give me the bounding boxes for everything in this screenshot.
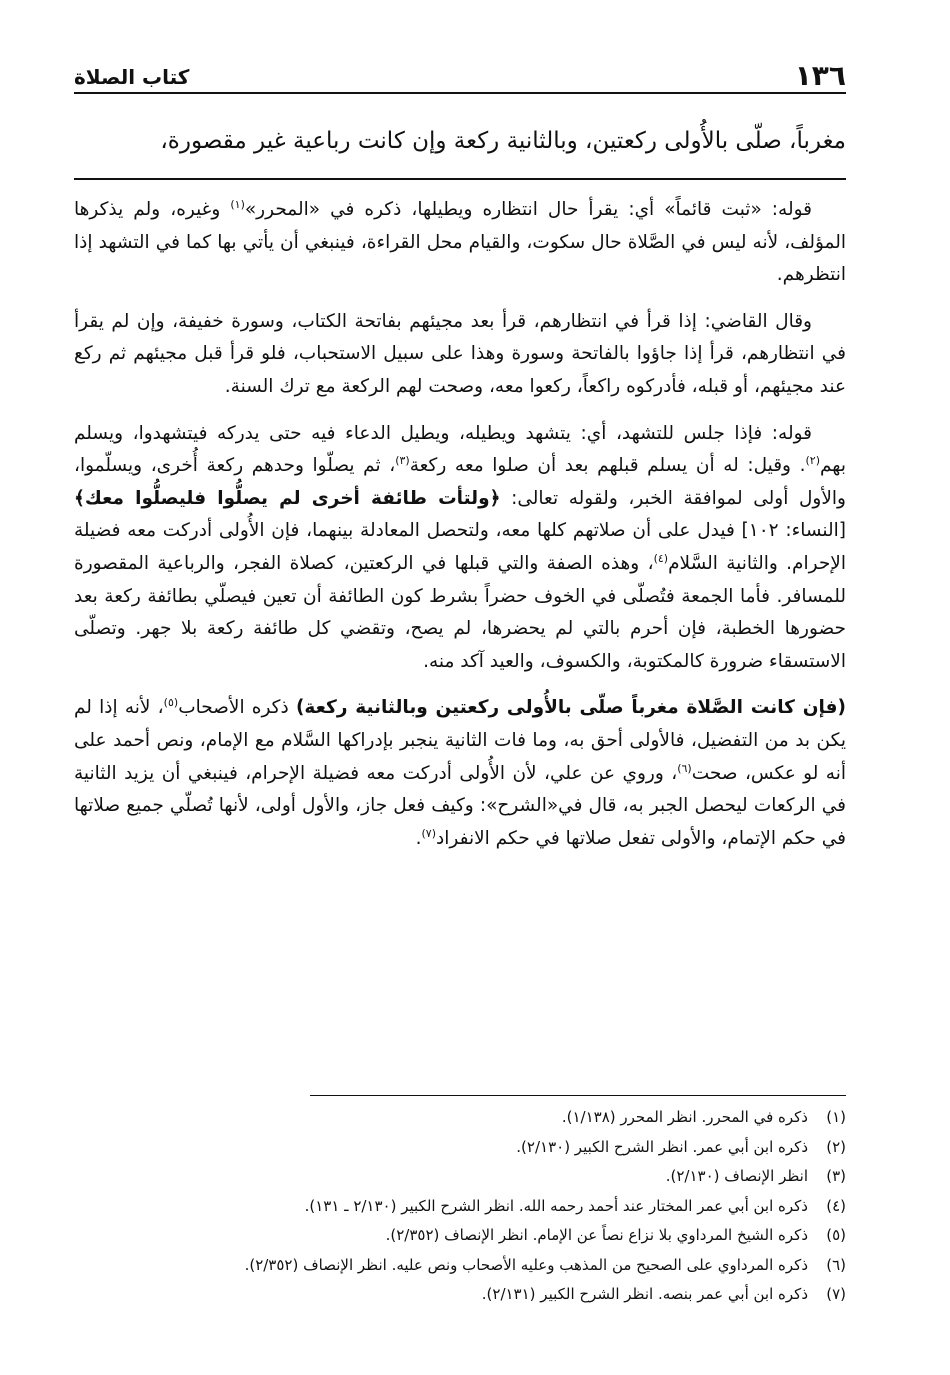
main-text: مغرباً، صلّى بالأُولى ركعتين، وبالثانية ركعة وإن كانت رباعية غير مقصورة، [160, 128, 846, 154]
footnote-ref-3[interactable]: (٣) [395, 454, 410, 467]
footnote: (١) ذكره في المحرر. انظر المحرر (١/١٣٨). [561, 1108, 846, 1126]
footnote: (٦) ذكره المرداوي على الصحيح من المذهب وعليه الأصحاب ونص عليه. انظر الإنصاف (٢/٣٥٢). [244, 1255, 846, 1274]
footnote: (٣) انظر الإنصاف (٢/١٣٠). [665, 1167, 846, 1185]
footnote-ref-4[interactable]: (٤) [653, 551, 669, 565]
footnote-ref-1[interactable]: (١) [230, 197, 245, 211]
footnote: (٤) ذكره ابن أبي عمر المختار عند أحمد رحمه الله. انظر الشرح الكبير (٢/١٣٠ ـ ١٣١). [304, 1196, 846, 1215]
footnote-ref-2[interactable]: (٢) [805, 454, 820, 467]
commentary-paragraph-4: (فإن كانت الصَّلاة مغرباً صلّى بالأُولى ركعتين وبالثانية ركعة) ذكره الأصحاب$^{(٥)}$، لأنه إذا لم يكن بد من التفضيل، فالأولى أحق به، وما فات الثانية ينجبر بإدراكها السَّلام مع الإمام، ونص أحمد على أنه لو عكس، صحت$^{(٦)}$، وروي عن علي، لأن الأُولى أدركت معه فضيلة الإحرام، فينبغي أن يزيد الثانية في الركعات ليحصل الجبر به، قال في«الشرح»: وكيف فعل جاز، والأول أولى، لأنها تُصلّي جميع صلاتها في حكم الإتمام، والأولى تفعل صلاتها في حكم الانفراد$^{(٧)}$. [74, 696, 847, 849]
footnote: (٧) ذكره ابن أبي عمر بنصه. انظر الشرح الكبير (٢/١٣١). [481, 1285, 846, 1303]
footnote-ref-6[interactable]: (٦) [677, 761, 692, 775]
running-header [74, 58, 846, 94]
commentary-paragraph-1: قوله: «ثبت قائماً» أي: يقرأ حال انتظاره ويطيلها، ذكره في «المحرر»$^{(١)}$ وغيره، ولم يذكرها المؤلف، لأنه ليس في الصَّلاة حال سكوت، والقيام محل القراءة، فينبغي أن يأتي بها كما في التشهد إذا انتظرهم. [74, 197, 846, 286]
main-text-divider [74, 178, 846, 180]
book-title: كتاب الصلاة [74, 65, 190, 89]
commentary-paragraph-2: وقال القاضي: إذا قرأ في انتظارهم، قرأ بعد مجيئهم بفاتحة الكتاب، وسورة خفيفة، وإن لم يقرأ في انتظارهم، قرأ إذا جاؤوا بالفاتحة وسورة وهذا على سبيل الاستحباب، فلو قرأ قبل مجيئهم ثم ركع عند مجيئهم، أو قبله، فأدركوه راكعاً، ركعوا معه، وصحت لهم الركعة مع ترك السنة. [74, 310, 846, 397]
footnote: (٢) ذكره ابن أبي عمر. انظر الشرح الكبير (٢/١٣٠). [516, 1137, 846, 1156]
footnote-divider [310, 1095, 846, 1096]
commentary-paragraph-3: قوله: فإذا جلس للتشهد، أي: يتشهد ويطيله، ويطيل الدعاء فيه حتى يدركه فيتشهدوا، ويسلم بهم$^{(٢)}$. وقيل: له أن يسلم قبلهم بعد أن صلوا معه ركعة$^{(٣)}$، ثم يصلّوا وحدهم ركعة أُخرى، ويسلّموا، والأول أولى لموافقة الخبر، ولقوله تعالى: ﴿ولتأت طائفة أخرى لم يصلُّوا فليصلُّوا معك﴾ [النساء: ١٠٢] فيدل على أن صلاتهم كلها معه، ولتحصل المعادلة بينهما، فإن الأُولى أدركت معه فضيلة الإحرام. والثانية السَّلام$^{(٤)}$، وهذه الصفة والتي قبلها في الركعتين، كصلاة الفجر، والرباعية المقصورة للمسافر. فأما الجمعة فتُصلّى في الخوف حضراً بشرط كون الطائفة أن تعين فيصلّي بطائفة ركعة بعد حضورها الخطبة، فإن أحرم بالتي لم يحضرها، لم يصح، وتقضي كل طائفة ركعة بلا جهر. وتصلّى الاستسقاء ضرورة كالمكتوبة، والكسوف، والعيد آكد منه. [74, 422, 847, 672]
footnote-ref-7[interactable]: (٧) [421, 826, 436, 840]
footnote: (٥) ذكره الشيخ المرداوي بلا نزاع نصاً عن الإمام. انظر الإنصاف (٢/٣٥٢). [385, 1226, 846, 1244]
quoted-matn: (فإن كانت الصَّلاة مغرباً صلّى بالأُولى ركعتين وبالثانية ركعة) [295, 697, 847, 719]
footnote-ref-5[interactable]: (٥) [163, 696, 179, 710]
quran-verse: ﴿ولتأت طائفة أخرى لم يصلُّوا فليصلُّوا معك﴾ [74, 487, 501, 509]
commentary [74, 194, 846, 869]
footnotes [74, 1103, 846, 1310]
page-number: ١٣٦ [794, 59, 846, 92]
